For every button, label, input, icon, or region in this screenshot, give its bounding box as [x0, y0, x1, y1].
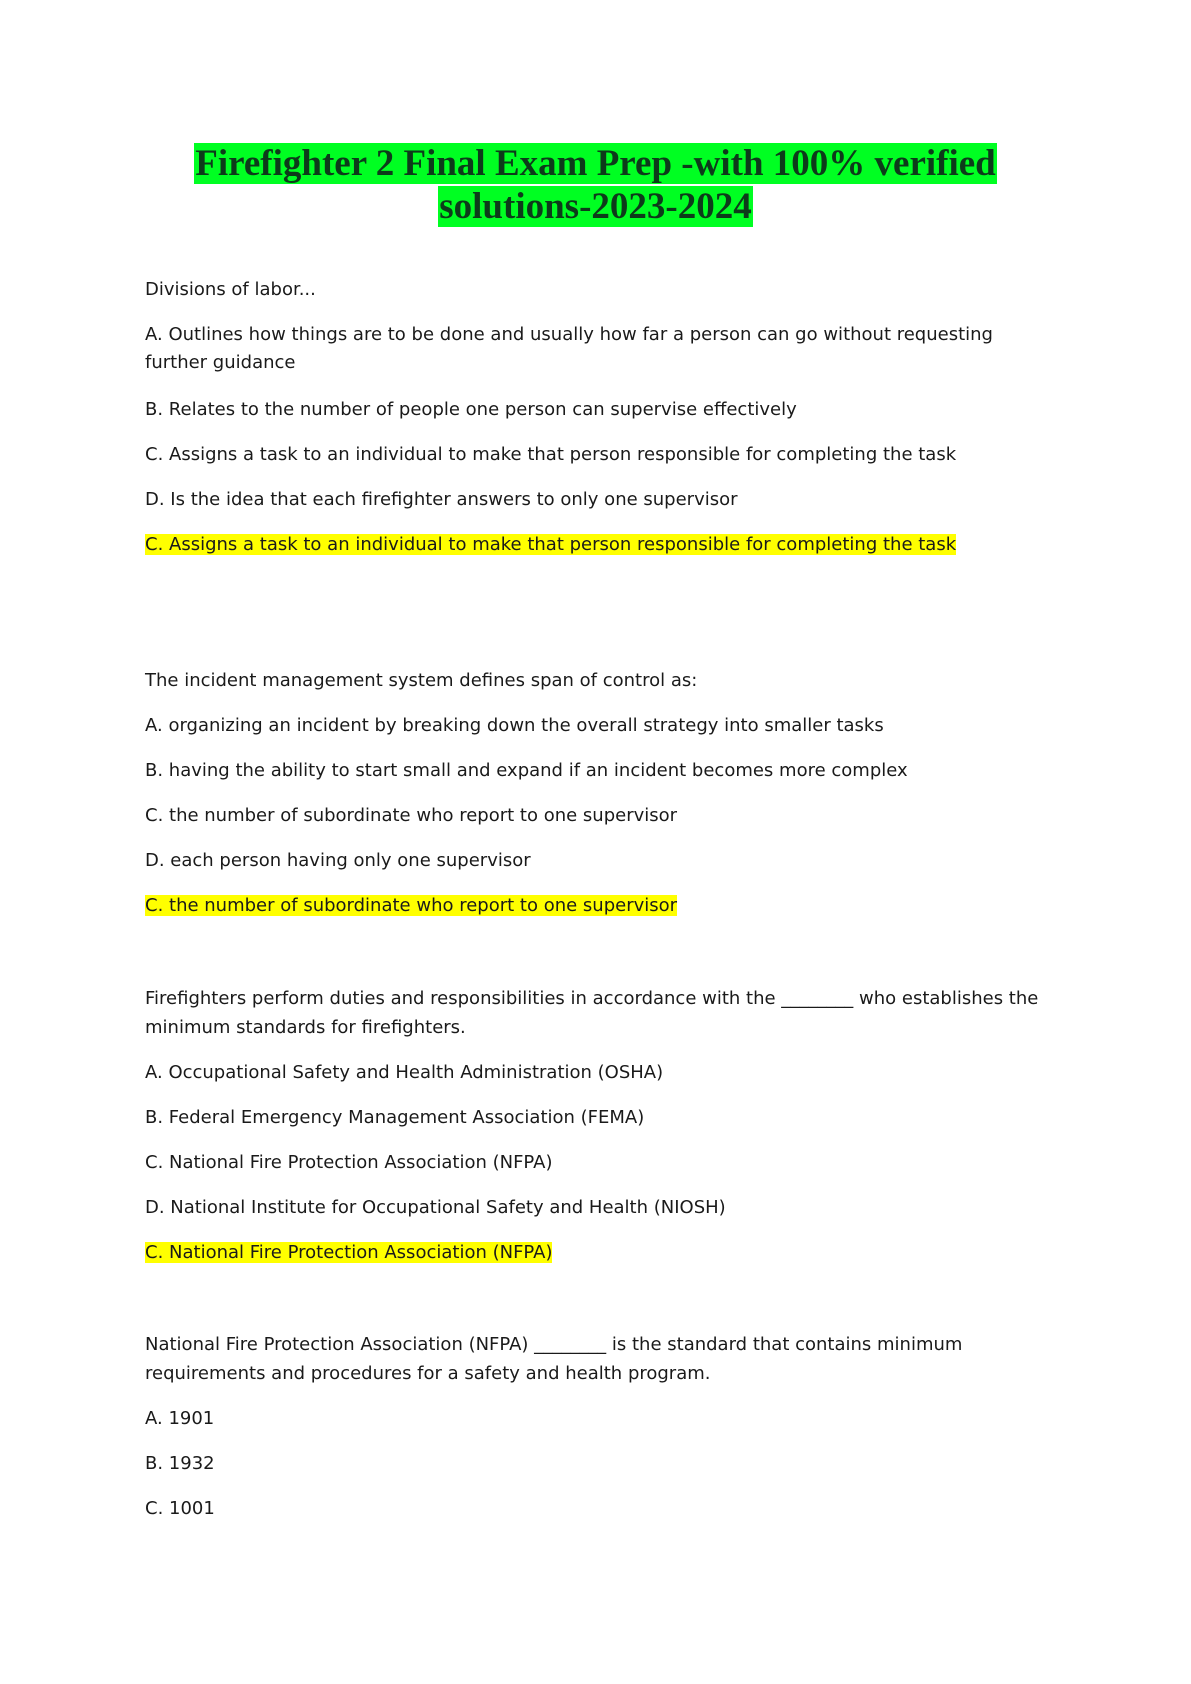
question-1-option-a: A. Outlines how things are to be done and usually how far a person can go without requesting [145, 324, 993, 345]
question-3-option-d: D. National Institute for Occupational Safety and Health (NIOSH) [145, 1197, 726, 1218]
question-2-prompt: The incident management system defines span of control as: [145, 670, 698, 691]
title-line-2: solutions-2023-2024 [439, 186, 752, 227]
question-2-option-d: D. each person having only one supervisor [145, 850, 531, 871]
question-1-option-d: D. Is the idea that each firefighter answers to only one supervisor [145, 489, 738, 510]
question-2-answer-text: C. the number of subordinate who report to one supervisor [145, 895, 678, 916]
question-1-option-b: B. Relates to the number of people one person can supervise effectively [145, 399, 797, 420]
question-1-option-a-cont: further guidance [145, 352, 296, 373]
question-2-option-c: C. the number of subordinate who report to one supervisor [145, 805, 678, 826]
question-4-option-b: B. 1932 [145, 1453, 215, 1474]
question-2-option-a: A. organizing an incident by breaking down the overall strategy into smaller tasks [145, 715, 884, 736]
question-1-answer-text: C. Assigns a task to an individual to make that person responsible for completing the task [145, 534, 957, 555]
question-2-option-b: B. having the ability to start small and expand if an incident becomes more complex [145, 760, 908, 781]
question-1-option-c: C. Assigns a task to an individual to make that person responsible for completing the task [145, 444, 957, 465]
question-3-answer [145, 1238, 1075, 1267]
question-4-option-c: C. 1001 [145, 1498, 215, 1519]
question-2-answer [145, 891, 1075, 920]
question-1-prompt: Divisions of labor... [145, 279, 316, 300]
question-3-option-b: B. Federal Emergency Management Association (FEMA) [145, 1107, 645, 1128]
question-4-prompt-cont: requirements and procedures for a safety and health program. [145, 1363, 711, 1384]
question-3-answer-text: C. National Fire Protection Association (NFPA) [145, 1242, 553, 1263]
question-3-option-a: A. Occupational Safety and Health Administration (OSHA) [145, 1062, 664, 1083]
question-4-option-a: A. 1901 [145, 1408, 215, 1429]
question-3-option-c: C. National Fire Protection Association (NFPA) [145, 1152, 553, 1173]
question-4-prompt: National Fire Protection Association (NFPA) ________ is the standard that contains minimum [145, 1334, 963, 1355]
title-line-1: Firefighter 2 Final Exam Prep -with 100% verified [195, 143, 996, 184]
document-title [100, 142, 1091, 228]
question-3-prompt-cont: minimum standards for firefighters. [145, 1017, 466, 1038]
question-1-answer [145, 530, 1075, 559]
question-3-prompt: Firefighters perform duties and responsibilities in accordance with the ________ who establishes the [145, 988, 1039, 1009]
